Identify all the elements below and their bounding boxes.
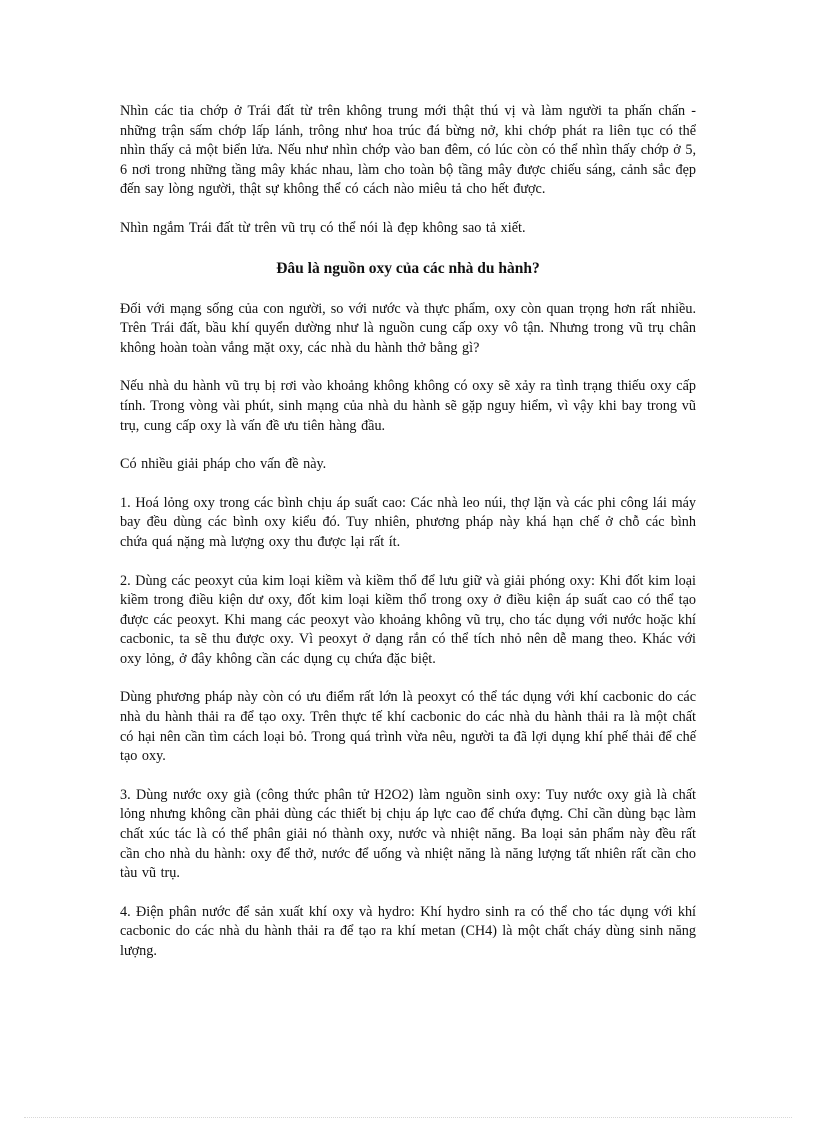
body-paragraph: Có nhiều giải pháp cho vấn đề này. xyxy=(120,456,327,473)
body-paragraph: Dùng phương pháp này còn có ưu điểm rất lớn là peoxyt có thể tác dụng với khí cacbonic do các nhà du hành thải ra để tạo oxy. Trên thực tế khí cacbonic do các nhà du hành thải ra là một chất có hại nên cần tìm cách loại bỏ. Trong quá trình vừa nêu, người ta đã lợi dụng khí phế thải để chế tạo oxy. xyxy=(120,689,696,765)
document-page xyxy=(120,102,696,981)
body-paragraph: 4. Điện phân nước để sản xuất khí oxy và hydro: Khí hydro sinh ra có thể cho tác dụng với khí cacbonic do các nhà du hành thải ra để tạo ra khí metan (CH4) là một chất cháy dùng sinh năng lượng. xyxy=(120,903,696,959)
body-paragraph: 2. Dùng các peoxyt của kim loại kiềm và kiềm thổ để lưu giữ và giải phóng oxy: Khi đốt kim loại kiềm trong điều kiện dư oxy, đốt kim loại kiềm thổ trong oxy ở điều kiện áp suất cao có thể tạo được các peoxyt. Khi mang các peoxyt vào khoảng không vũ trụ, cho tác dụng với nước hoặc khí cacbonic, ta sẽ thu được oxy. Vì peoxyt ở dạng rắn có thể tích nhỏ nên dễ mang theo. Khác với oxy lỏng, ở đây không cần các dụng cụ chứa đặc biệt. xyxy=(120,572,696,667)
body-paragraph: Đối với mạng sống của con người, so với nước và thực phẩm, oxy còn quan trọng hơn rất nhiều. Trên Trái đất, bầu khí quyển dường như là nguồn cung cấp oxy vô tận. Nhưng trong vũ trụ chân không hoàn toàn vắng mặt oxy, các nhà du hành thở bằng gì? xyxy=(120,300,696,356)
section-heading: Đâu là nguồn oxy của các nhà du hành? xyxy=(276,259,540,277)
body-paragraph: Nếu nhà du hành vũ trụ bị rơi vào khoảng không không có oxy sẽ xảy ra tình trạng thiếu oxy cấp tính. Trong vòng vài phút, sinh mạng của nhà du hành sẽ gặp nguy hiểm, vì vậy khi bay trong vũ trụ, cung cấp oxy là vấn đề ưu tiên hàng đầu. xyxy=(120,378,696,434)
intro-paragraph: Nhìn các tia chớp ở Trái đất từ trên không trung mới thật thú vị và làm người ta phấn chấn - những trận sấm chớp lấp lánh, trông như hoa trúc đá bừng nở, khi chớp phát ra liên tục có thể nhìn thấy cả một biển lửa. Nếu như nhìn chớp vào ban đêm, có lúc còn có thể nhìn thấy chớp ở 5, 6 nơi trong những tầng mây khác nhau, làm cho toàn bộ tầng mây được chiếu sáng, cảnh sắc đẹp đến say lòng người, thật sự không thể có cách nào miêu tả cho hết được. xyxy=(120,103,696,198)
intro-paragraph: Nhìn ngắm Trái đất từ trên vũ trụ có thể nói là đẹp không sao tả xiết. xyxy=(120,219,526,236)
page-bottom-divider xyxy=(24,1117,792,1118)
body-paragraph: 1. Hoá lỏng oxy trong các bình chịu áp suất cao: Các nhà leo núi, thợ lặn và các phi công lái máy bay đều dùng các bình oxy kiểu đó. Tuy nhiên, phương pháp này khá hạn chế ở chỗ các bình chứa quá nặng mà lượng oxy thu được lại rất ít. xyxy=(120,494,696,550)
body-paragraph: 3. Dùng nước oxy già (công thức phân tử H2O2) làm nguồn sinh oxy: Tuy nước oxy già là chất lỏng nhưng không cần phải dùng các thiết bị chịu áp lực cao để chứa đựng. Chỉ cần dùng bạc làm chất xúc tác là có thể phân giải nó thành oxy, nước và nhiệt năng. Ba loại sản phẩm này đều rất cần cho nhà du hành: oxy để thở, nước để uống và nhiệt năng là năng lượng tất nhiên rất cần cho tàu vũ trụ. xyxy=(120,786,696,882)
